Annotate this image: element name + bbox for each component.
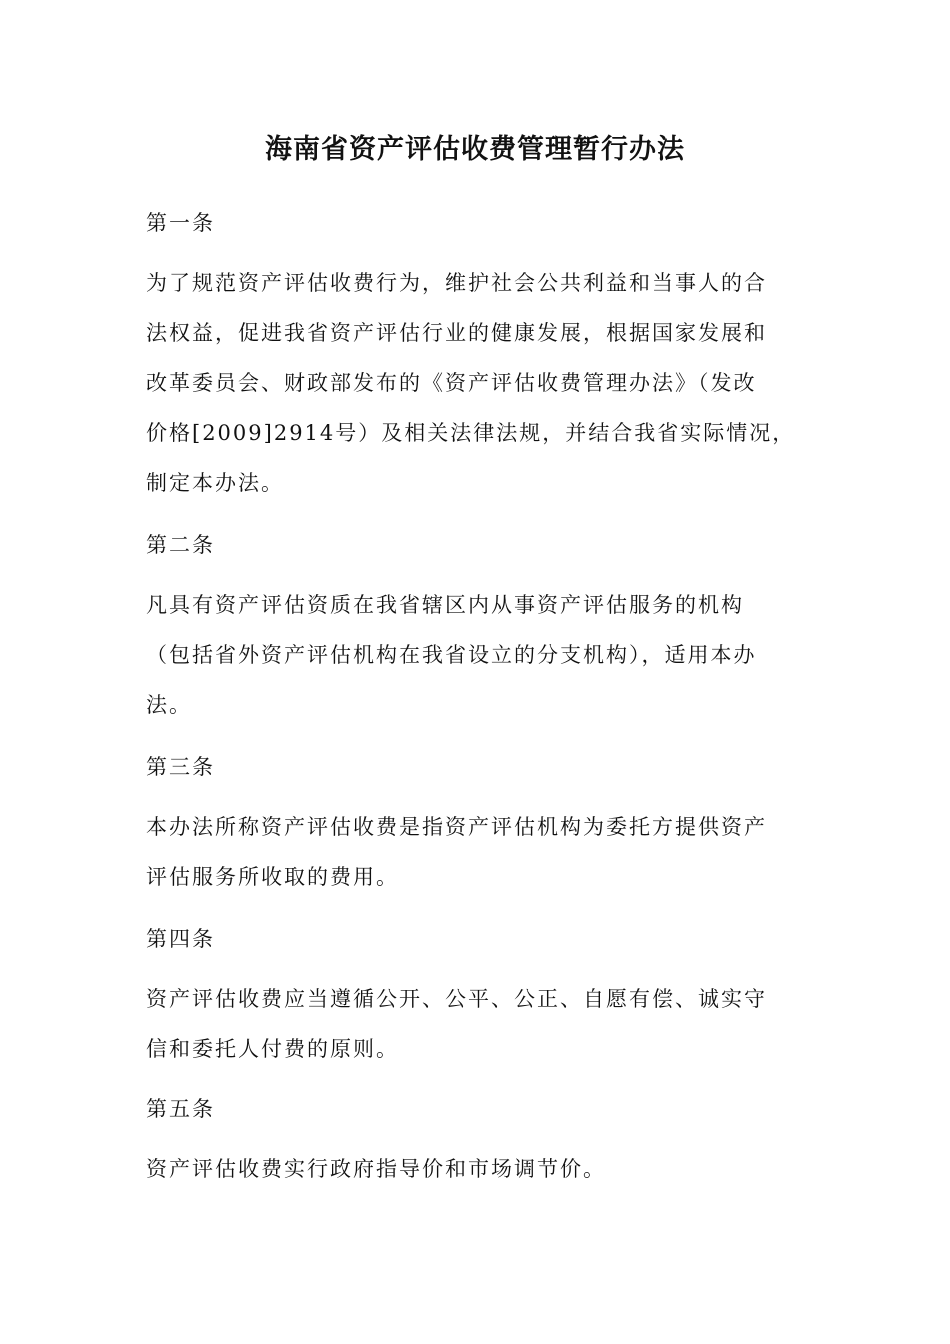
body-line: 本办法所称资产评估收费是指资产评估机构为委托方提供资产 bbox=[146, 815, 767, 839]
article-3 bbox=[146, 752, 796, 902]
article-body bbox=[146, 974, 796, 1074]
body-line: （包括省外资产评估机构在我省设立的分支机构），适用本办 bbox=[146, 643, 757, 667]
body-line: 资产评估收费应当遵循公开、公平、公正、自愿有偿、诚实守 bbox=[146, 987, 767, 1011]
body-line: 资产评估收费实行政府指导价和市场调节价。 bbox=[146, 1157, 606, 1181]
document-title: 海南省资产评估收费管理暂行办法 bbox=[265, 134, 685, 165]
article-heading: 第五条 bbox=[146, 1097, 215, 1121]
article-2 bbox=[146, 530, 796, 730]
article-5 bbox=[146, 1094, 796, 1194]
article-heading: 第一条 bbox=[146, 211, 215, 235]
article-heading: 第四条 bbox=[146, 927, 215, 951]
body-line: 价格[2009]2914号）及相关法律法规，并结合我省实际情况， bbox=[146, 421, 796, 445]
body-line: 法。 bbox=[146, 693, 192, 717]
body-line: 改革委员会、财政部发布的《资产评估收费管理办法》（发改 bbox=[146, 371, 757, 395]
article-4 bbox=[146, 924, 796, 1074]
body-line: 凡具有资产评估资质在我省辖区内从事资产评估服务的机构 bbox=[146, 593, 744, 617]
body-line: 评估服务所收取的费用。 bbox=[146, 865, 399, 889]
article-heading: 第二条 bbox=[146, 533, 215, 557]
body-line: 法权益，促进我省资产评估行业的健康发展，根据国家发展和 bbox=[146, 321, 767, 345]
article-body bbox=[146, 258, 796, 508]
body-line: 制定本办法。 bbox=[146, 471, 284, 495]
body-line: 信和委托人付费的原则。 bbox=[146, 1037, 399, 1061]
article-1 bbox=[146, 208, 796, 508]
article-body bbox=[146, 1144, 796, 1194]
body-line: 为了规范资产评估收费行为，维护社会公共利益和当事人的合 bbox=[146, 271, 767, 295]
article-body bbox=[146, 802, 796, 902]
article-heading: 第三条 bbox=[146, 755, 215, 779]
article-body bbox=[146, 580, 796, 730]
